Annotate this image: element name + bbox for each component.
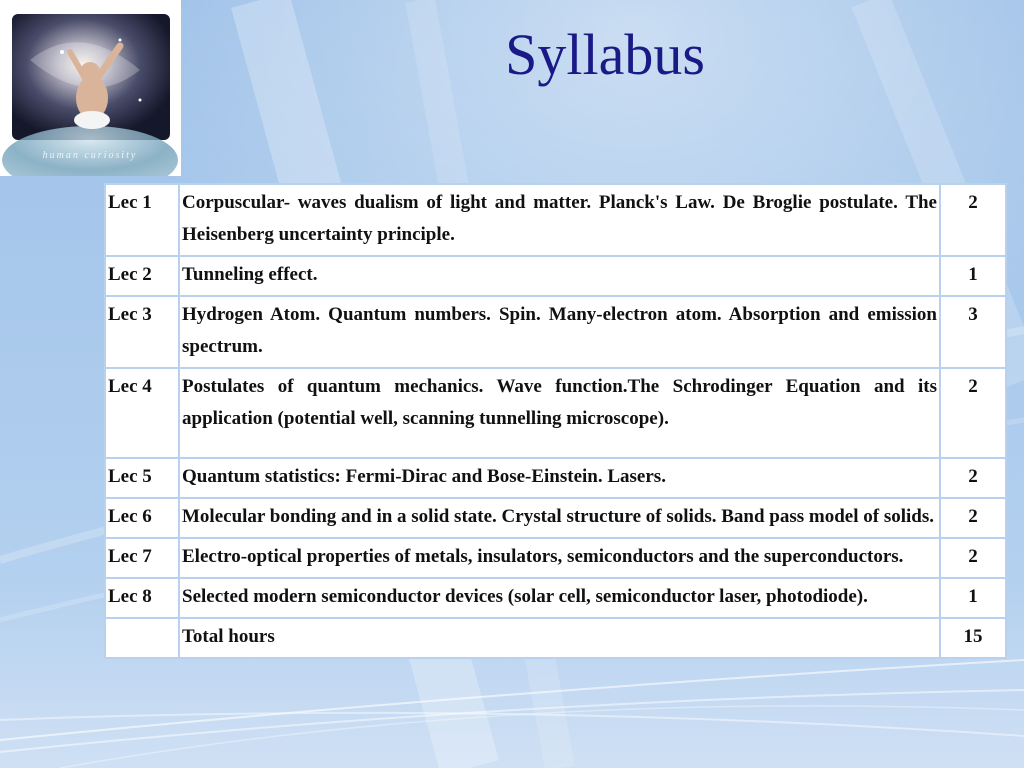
table-row [105, 184, 1006, 256]
topic-cell: Electro-optical properties of metals, insulators, semiconductors and the superconductors. [179, 538, 940, 578]
table-row [105, 458, 1006, 498]
topic-cell: Hydrogen Atom. Quantum numbers. Spin. Many-electron atom. Absorption and emission spectrum. [179, 296, 940, 368]
lecture-cell: Lec 4 [105, 368, 179, 458]
hours-cell: 1 [940, 256, 1006, 296]
lecture-cell: Lec 8 [105, 578, 179, 618]
table-row [105, 368, 1006, 458]
topic-cell: Quantum statistics: Fermi-Dirac and Bose-Einstein. Lasers. [179, 458, 940, 498]
hours-cell: 2 [940, 368, 1006, 458]
table-row [105, 538, 1006, 578]
hours-cell: 2 [940, 498, 1006, 538]
total-lecture-cell [105, 618, 179, 658]
topic-cell: Tunneling effect. [179, 256, 940, 296]
hours-cell: 1 [940, 578, 1006, 618]
page-title: Syllabus [505, 22, 705, 87]
total-row [105, 618, 1006, 658]
table-row [105, 498, 1006, 538]
lecture-cell: Lec 2 [105, 256, 179, 296]
table-row [105, 578, 1006, 618]
total-label-cell: Total hours [179, 618, 940, 658]
logo-image [0, 0, 181, 176]
hours-cell: 2 [940, 184, 1006, 256]
topic-cell: Postulates of quantum mechanics. Wave function.The Schrodinger Equation and its application (potential well, scanning tunnelling microscope). [179, 368, 940, 458]
lecture-cell: Lec 6 [105, 498, 179, 538]
topic-cell: Molecular bonding and in a solid state. Crystal structure of solids. Band pass model of solids. [179, 498, 940, 538]
topic-cell: Selected modern semiconductor devices (solar cell, semiconductor laser, photodiode). [179, 578, 940, 618]
total-hours-cell: 15 [940, 618, 1006, 658]
syllabus-table-body [105, 184, 1006, 658]
lecture-cell: Lec 3 [105, 296, 179, 368]
table-row [105, 256, 1006, 296]
lecture-cell: Lec 5 [105, 458, 179, 498]
hours-cell: 2 [940, 458, 1006, 498]
syllabus-table [104, 183, 1007, 659]
table-row [105, 296, 1006, 368]
lecture-cell: Lec 1 [105, 184, 179, 256]
topic-cell: Corpuscular- waves dualism of light and matter. Planck's Law. De Broglie postulate. The Heisenberg uncertainty principle. [179, 184, 940, 256]
hours-cell: 3 [940, 296, 1006, 368]
logo-caption: human curiosity [42, 150, 138, 161]
lecture-cell: Lec 7 [105, 538, 179, 578]
hours-cell: 2 [940, 538, 1006, 578]
